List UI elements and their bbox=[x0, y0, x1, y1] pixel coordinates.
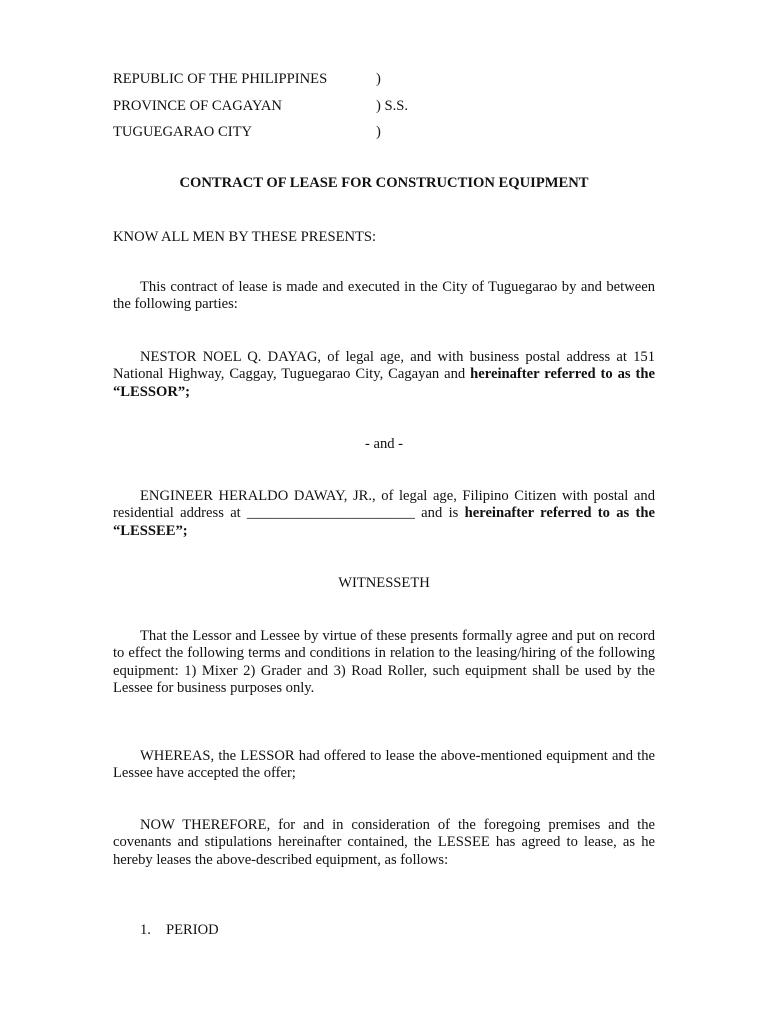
lessee-designation: hereinafter referred to as the “LESSEE”; bbox=[113, 505, 655, 539]
lessor-text: NESTOR NOEL Q. DAYAG, of legal age, and with business postal address at 151 National Highway, Caggay, Tuguegarao City, Cagayan and bbox=[113, 349, 655, 383]
now-therefore-paragraph: NOW THEREFORE, for and in consideration of the foregoing premises and the covenants and stipulations hereinafter contained, the LESSEE has agreed to lease, as he hereby leases the above-described equipment, as follows: bbox=[113, 817, 655, 868]
venue-paren-1: ) bbox=[376, 71, 381, 87]
document-title: CONTRACT OF LEASE FOR CONSTRUCTION EQUIPMENT bbox=[179, 175, 589, 191]
venue-paren-3: ) bbox=[376, 124, 381, 140]
opening-statement: KNOW ALL MEN BY THESE PRESENTS: bbox=[113, 229, 377, 245]
venue-line-province: PROVINCE OF CAGAYAN bbox=[113, 98, 282, 114]
lessee-text: ENGINEER HERALDO DAWAY, JR., of legal age, Filipino Citizen with postal and residential address at _______________________ and is bbox=[113, 488, 655, 522]
section-1-number: 1. bbox=[140, 922, 151, 938]
lessor-paragraph bbox=[113, 349, 655, 401]
whereas-paragraph: WHEREAS, the LESSOR had offered to lease the above-mentioned equipment and the Lessee have accepted the offer; bbox=[113, 748, 655, 782]
section-1-heading: PERIOD bbox=[166, 922, 219, 938]
witnesseth-heading: WITNESSETH bbox=[338, 575, 430, 591]
and-separator: - and - bbox=[364, 436, 404, 452]
lessee-paragraph bbox=[113, 488, 655, 540]
intro-paragraph: This contract of lease is made and executed in the City of Tuguegarao by and between the following parties: bbox=[113, 279, 655, 313]
lessor-designation: hereinafter referred to as the “LESSOR”; bbox=[113, 366, 655, 400]
venue-paren-ss: ) S.S. bbox=[376, 98, 409, 114]
venue-line-republic: REPUBLIC OF THE PHILIPPINES bbox=[113, 71, 328, 87]
venue-line-city: TUGUEGARAO CITY bbox=[113, 124, 253, 140]
agreement-paragraph: That the Lessor and Lessee by virtue of these presents formally agree and put on record to effect the following terms and conditions in relation to the leasing/hiring of the following equipment: 1) Mixer 2) Grader and 3) Road Roller, such equipment shall be used by the Lessee for business purposes only. bbox=[113, 628, 655, 697]
